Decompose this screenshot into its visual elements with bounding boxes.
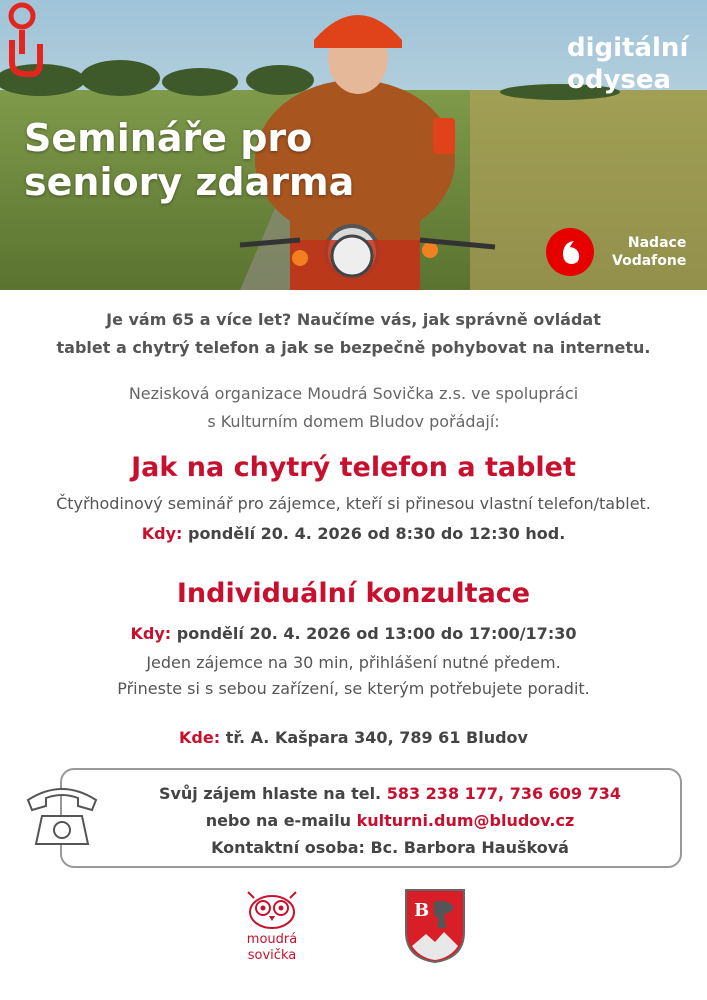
location — [0, 728, 707, 747]
contact-person: Kontaktní osoba: Bc. Barbora Haušková — [211, 838, 569, 857]
location-label: Kde: — [179, 728, 221, 747]
hero-title-line2: seniory zdarma — [24, 160, 355, 204]
contact-email[interactable]: kulturni.dum@bludov.cz — [356, 811, 575, 830]
organizer-line1: Nezisková organizace Moudrá Sovička z.s. ve spolupráci — [128, 384, 579, 403]
hero-title-line1: Semináře pro — [24, 116, 313, 160]
organizer-line2: s Kulturním domem Bludov pořádají: — [207, 412, 500, 431]
seminar-title: Jak na chytrý telefon a tablet — [131, 452, 576, 483]
seminar-description: Čtyřhodinový seminář pro zájemce, kteří si přinesou vlastní telefon/tablet. — [56, 494, 651, 513]
owl-line1: moudrá — [246, 932, 298, 947]
contact-email-prefix: nebo na e-mailu — [205, 811, 352, 830]
consultation-notes — [0, 650, 707, 702]
sponsor-line2: Vodafone — [612, 253, 687, 269]
contact-phones[interactable]: 583 238 177, 736 609 734 — [386, 784, 622, 803]
consultation-when-value: pondělí 20. 4. 2026 od 13:00 do 17:00/17:30 — [176, 624, 577, 643]
digital-odyssey-wordmark — [567, 32, 688, 96]
bludov-coat-of-arms-icon — [404, 888, 466, 964]
seminar-when-value: pondělí 20. 4. 2026 od 8:30 do 12:30 hod. — [187, 524, 566, 543]
intro-text — [0, 306, 707, 362]
consultation-note2: Přineste si s sebou zařízení, se kterým potřebujete poradit. — [117, 679, 590, 698]
intro-line1: Je vám 65 a více let? Naučíme vás, jak správně ovládat — [106, 310, 601, 329]
vodafone-foundation-label — [612, 234, 686, 270]
vodafone-logo-icon — [546, 228, 594, 276]
svg-text:B: B — [414, 900, 430, 921]
consultation-title: Individuální konzultace — [176, 578, 531, 609]
intro-line2: tablet a chytrý telefon a jak se bezpečně pohybovat na internetu. — [56, 338, 651, 357]
digital-odyssey-logo-icon — [0, 0, 44, 80]
seminar-when-label: Kdy: — [141, 524, 183, 543]
sponsor-line1: Nadace — [627, 235, 687, 251]
brand-line1: digitální — [567, 33, 689, 63]
consultation-when-label: Kdy: — [130, 624, 172, 643]
consultation-when — [0, 624, 707, 643]
contact-text — [80, 780, 700, 861]
contact-phone-prefix: Svůj zájem hlaste na tel. — [158, 784, 382, 803]
owl-logo-icon — [244, 890, 300, 930]
location-value: tř. A. Kašpara 340, 789 61 Bludov — [225, 728, 528, 747]
hero-banner — [0, 0, 707, 290]
owl-logo-text — [240, 932, 304, 964]
hero-title — [24, 116, 354, 204]
brand-line2: odysea — [567, 65, 672, 95]
owl-line2: sovička — [247, 948, 297, 963]
contact-phone-line — [80, 780, 700, 807]
seminar-when — [0, 524, 707, 543]
contact-email-line — [80, 807, 700, 834]
organizer-text — [0, 380, 707, 436]
consultation-note1: Jeden zájemce na 30 min, přihlášení nutné předem. — [146, 653, 561, 672]
